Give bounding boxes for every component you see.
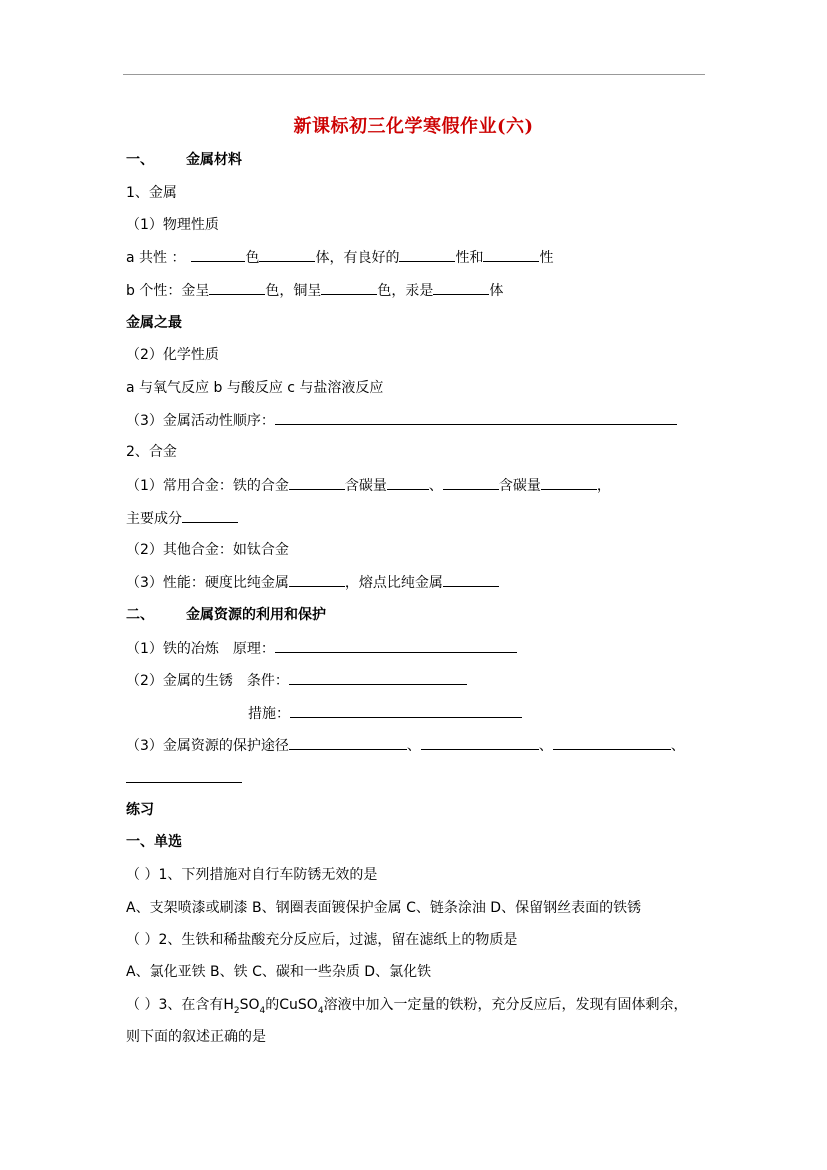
page-title: 新课标初三化学寒假作业(六) [293, 116, 534, 137]
chemical-properties: （2）化学性质 [126, 347, 219, 363]
h2so4-formula: $H_2SO_4$ [223, 997, 266, 1016]
blank[interactable] [182, 508, 238, 523]
protection-line: （3）金属资源的保护途径 、 、 、 [126, 735, 685, 756]
section-2-title: 金属资源的利用和保护 [186, 607, 326, 623]
blank[interactable] [541, 475, 597, 490]
individual-properties-line: b 个性：金呈 色，铜呈 色，汞是 体 [126, 280, 503, 301]
rusting-line: （2）金属的生锈 条件： [126, 670, 467, 691]
blank[interactable] [483, 247, 539, 262]
main-component-line: 主要成分 [126, 508, 238, 529]
blank[interactable] [289, 735, 407, 750]
physical-properties: （1）物理性质 [126, 217, 219, 233]
other-alloy: （2）其他合金：如钛合金 [126, 542, 289, 558]
cuso4-formula: CuSO$_4$ [279, 997, 324, 1016]
blank[interactable] [209, 280, 265, 295]
question-3: （ ）3、在含有$H_2SO_4$的CuSO$_4$溶液中加入一定量的铁粉，充分反应后，发现有固体剩余， [126, 997, 688, 1016]
condition-blank[interactable] [289, 670, 467, 685]
question-2-options: A、氯化亚铁 B、铁 C、碳和一些杂质 D、氯化铁 [126, 964, 432, 980]
question-1-options: A、支架喷漆或刷漆 B、钢圈表面镀保护金属 C、链条涂油 D、保留钢丝表面的铁锈 [126, 900, 642, 916]
chemical-properties-list: a 与氧气反应 b 与酸反应 c 与盐溶液反应 [126, 380, 384, 396]
blank[interactable] [321, 280, 377, 295]
section-2-heading [126, 605, 326, 625]
blank[interactable] [399, 247, 455, 262]
section-1-heading [126, 150, 242, 170]
question-1: （ ）1、下列措施对自行车防锈无效的是 [126, 867, 378, 883]
blank[interactable] [387, 475, 429, 490]
top-rule [123, 74, 705, 75]
activity-series-blank[interactable] [275, 410, 677, 425]
measure-blank[interactable] [290, 703, 522, 718]
activity-series-line: （3）金属活动性顺序： [126, 410, 677, 431]
measure-line: 措施： [248, 703, 522, 724]
section-1-title: 金属材料 [186, 152, 242, 168]
metal-superlatives: 金属之最 [126, 315, 182, 331]
question-2: （ ）2、生铁和稀盐酸充分反应后，过滤，留在滤纸上的物质是 [126, 932, 518, 948]
blank[interactable] [553, 735, 671, 750]
performance-line: （3）性能：硬度比纯金属 ，熔点比纯金属 [126, 572, 499, 593]
single-choice-heading: 一、单选 [126, 834, 182, 850]
principle-blank[interactable] [275, 638, 517, 653]
practice-heading: 练习 [126, 802, 154, 818]
blank[interactable] [126, 768, 242, 783]
blank[interactable] [259, 247, 315, 262]
blank[interactable] [443, 572, 499, 587]
common-properties-line: a 共性 ： 色 体，有良好的 性和 性 [126, 247, 553, 268]
smelting-line: （1）铁的冶炼 原理： [126, 638, 517, 659]
section-2-number: 二、 [126, 607, 154, 623]
metal-heading: 1、金属 [126, 185, 177, 201]
protection-line-continued [126, 768, 242, 789]
blank[interactable] [433, 280, 489, 295]
alloy-heading: 2、合金 [126, 444, 177, 460]
blank[interactable] [191, 247, 245, 262]
blank[interactable] [289, 572, 345, 587]
blank[interactable] [443, 475, 499, 490]
section-1-number: 一、 [126, 152, 154, 168]
blank[interactable] [421, 735, 539, 750]
common-alloy-line: （1）常用合金：铁的合金 含碳量 、 含碳量 ， [126, 475, 611, 496]
question-3-continued: 则下面的叙述正确的是 [126, 1029, 266, 1045]
blank[interactable] [289, 475, 345, 490]
